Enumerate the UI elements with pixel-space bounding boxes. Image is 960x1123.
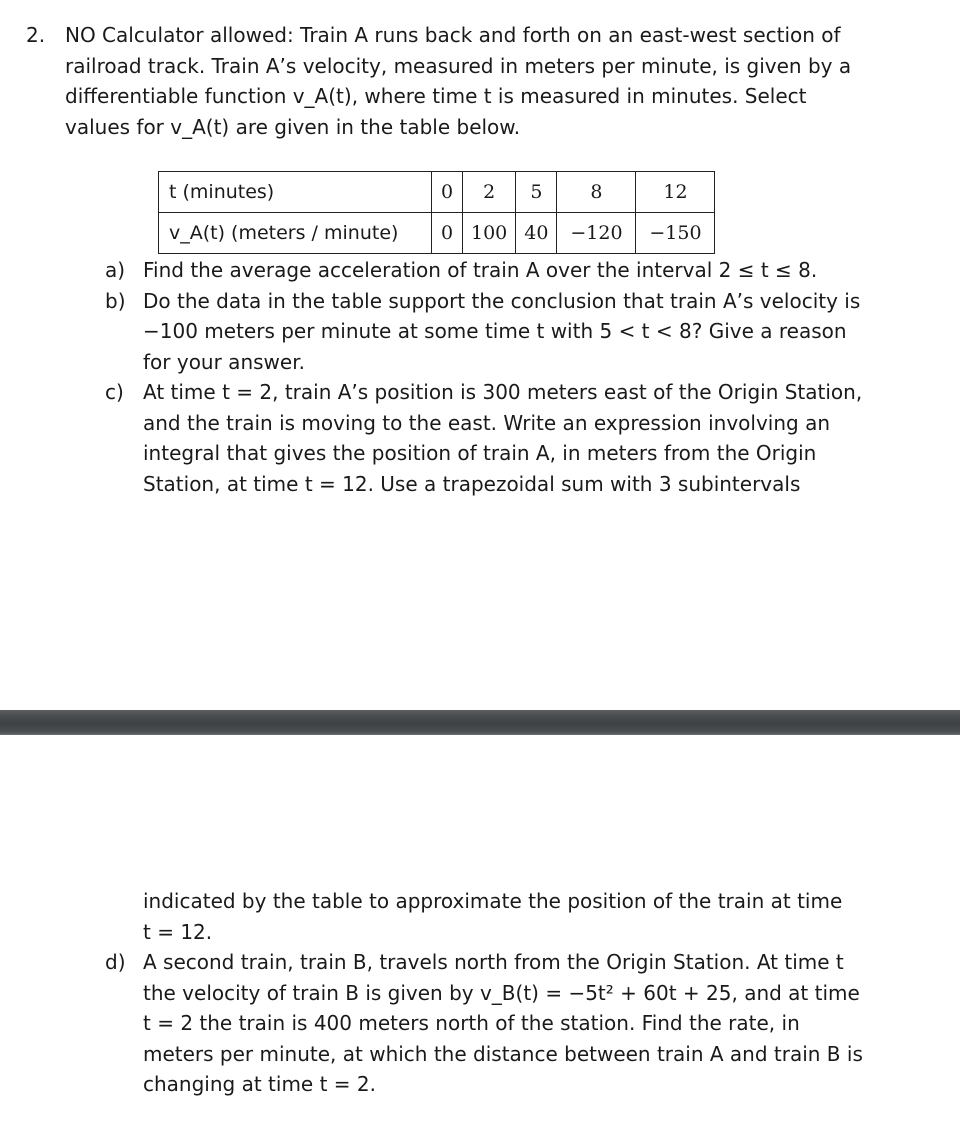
table-cell: 8 [557, 172, 636, 213]
part-b [105, 286, 925, 378]
table-cell: 2 [463, 172, 516, 213]
part-label: b) [105, 288, 126, 313]
intro-line: NO Calculator allowed: Train A runs back and forth on an east-west section of [65, 23, 841, 47]
part-d-line: meters per minute, at which the distance between train A and train B is [143, 1041, 863, 1066]
table-row-time [159, 172, 715, 213]
part-d [105, 947, 925, 1100]
page-divider [0, 710, 960, 735]
question-number: 2. [26, 23, 46, 47]
intro-line: values for v_A(t) are given in the table below. [65, 114, 521, 139]
table-cell: 0 [432, 172, 463, 213]
part-d-line: the velocity of train B is given by v_B(t) = −5t² + 60t + 25, and at time [143, 980, 860, 1005]
table-cell: −120 [557, 213, 636, 254]
part-c-line: and the train is moving to the east. Write an expression involving an [143, 410, 831, 435]
part-b-line: Do the data in the table support the conclusion that train A’s velocity is [143, 288, 861, 313]
part-c-line: t = 12. [143, 919, 213, 944]
question-parts-continued [105, 947, 925, 1100]
table-cell: 5 [516, 172, 557, 213]
table-cell: −150 [636, 213, 715, 254]
intro-line: railroad track. Train A’s velocity, measured in meters per minute, is given by a [65, 53, 852, 78]
part-d-line: t = 2 the train is 400 meters north of the station. Find the rate, in [143, 1011, 800, 1035]
velocity-table [158, 171, 715, 254]
part-d-line: A second train, train B, travels north from the Origin Station. At time t [143, 950, 844, 974]
table-cell: 100 [463, 213, 516, 254]
table-cell: 0 [432, 213, 463, 254]
part-label: d) [105, 950, 126, 974]
part-label: c) [105, 380, 124, 404]
part-c-line: At time t = 2, train A’s position is 300 meters east of the Origin Station, [143, 380, 863, 404]
part-b-line: for your answer. [143, 349, 305, 374]
question-parts [105, 255, 925, 499]
part-c-line: indicated by the table to approximate the position of the train at time [143, 889, 843, 913]
table-cell: 40 [516, 213, 557, 254]
part-c-continuation [143, 886, 923, 947]
part-b-line: −100 meters per minute at some time t with 5 < t < 8? Give a reason [143, 319, 847, 343]
part-c [105, 377, 925, 499]
part-label: a) [105, 258, 126, 282]
part-a [105, 255, 925, 286]
table-cell: 12 [636, 172, 715, 213]
table-header-time: t (minutes) [159, 172, 432, 213]
question-intro [65, 20, 925, 142]
table-header-velocity: v_A(t) (meters / minute) [159, 213, 432, 254]
part-d-line: changing at time t = 2. [143, 1072, 376, 1096]
intro-line: differentiable function v_A(t), where time t is measured in minutes. Select [65, 84, 807, 108]
table-row-velocity [159, 213, 715, 254]
part-c-line: Station, at time t = 12. Use a trapezoidal sum with 3 subintervals [143, 471, 801, 496]
part-c-line: integral that gives the position of train A, in meters from the Origin [143, 441, 817, 465]
part-a-text: Find the average acceleration of train A over the interval 2 ≤ t ≤ 8. [143, 258, 818, 282]
